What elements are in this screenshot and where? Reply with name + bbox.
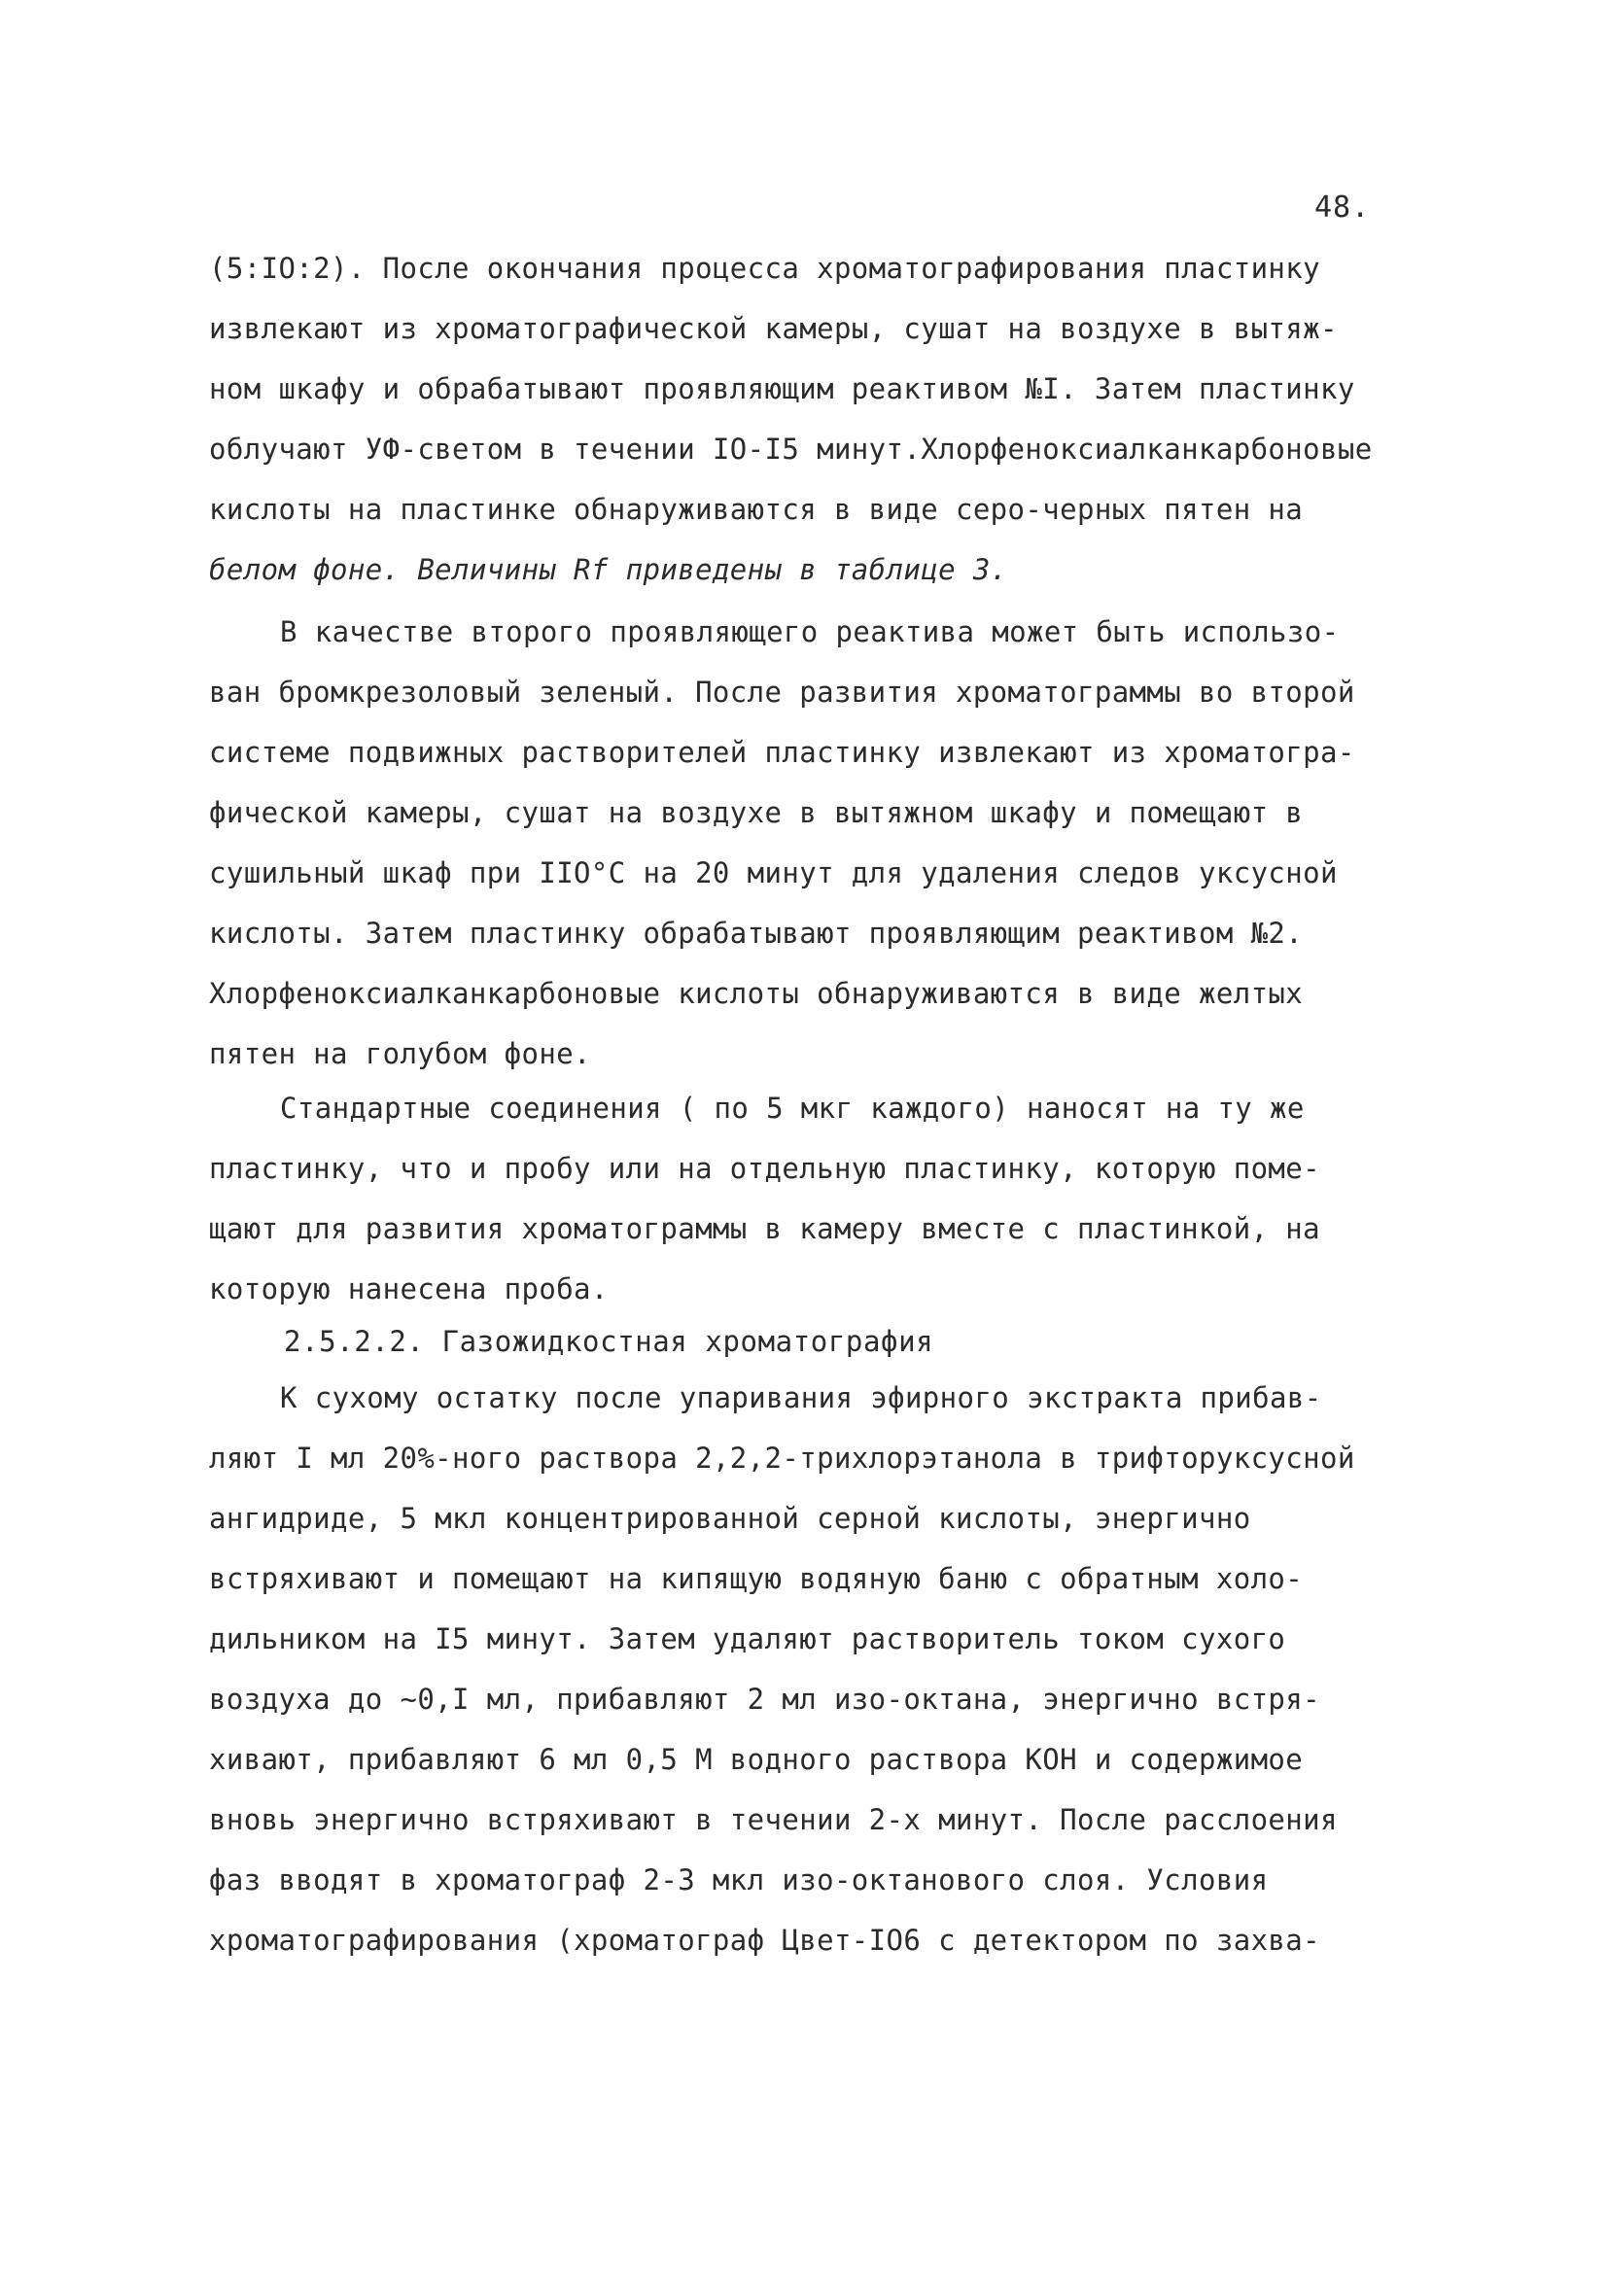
text-line: К сухому остатку после упаривания эфирного экстракта прибав-: [280, 1381, 1322, 1414]
text-line: белом фоне. Величины Rf приведены в таблице 3.: [209, 553, 1008, 586]
text-line: Хлорфеноксиалканкарбоновые кислоты обнаруживаются в виде желтых: [209, 977, 1304, 1010]
text-line: сушильный шкаф при IIO°C на 20 минут для удаления следов уксусной: [209, 856, 1338, 889]
text-line: хроматографирования (хроматограф Цвет-IO6 с детектором по захва-: [209, 1924, 1321, 1957]
text-line: кислоты на пластинке обнаруживаются в виде серо-черных пятен на: [209, 493, 1304, 526]
text-line: ном шкафу и обрабатывают проявляющим реактивом №I. Затем пластинку: [209, 372, 1355, 405]
text-line: фической камеры, сушат на воздухе в вытяжном шкафу и помещают в: [209, 796, 1304, 829]
text-line: В качестве второго проявляющего реактива может быть использо-: [280, 615, 1340, 648]
text-line: щают для развития хроматограммы в камеру вместе с пластинкой, на: [209, 1212, 1321, 1245]
page-number: 48.: [1314, 191, 1371, 225]
text-line: встряхивают и помещают на кипящую водяную баню с обратным холо-: [209, 1562, 1304, 1595]
text-line: воздуха до ~0,I мл, прибавляют 2 мл изо-октана, энергично встря-: [209, 1683, 1321, 1716]
text-line: системе подвижных растворителей пластинку извлекают из хроматогра-: [209, 736, 1355, 769]
text-line: фаз вводят в хроматограф 2-3 мкл изо-октанового слоя. Условия: [209, 1863, 1269, 1896]
text-line: дильником на I5 минут. Затем удаляют растворитель током сухого: [209, 1622, 1286, 1655]
text-line: ляют I мл 20%-ного раствора 2,2,2-трихлорэтанола в трифторуксусной: [209, 1442, 1355, 1475]
text-line: облучают УФ-светом в течении IO-I5 минут.Хлорфеноксиалканкарбоновые: [209, 433, 1373, 466]
text-line: извлекают из хроматографической камеры, сушат на воздухе в вытяж-: [209, 312, 1338, 345]
text-line: кислоты. Затем пластинку обрабатывают проявляющим реактивом №2.: [209, 917, 1304, 950]
section-heading: 2.5.2.2. Газожидкостная хроматография: [284, 1325, 934, 1358]
text-line: которую нанесена проба.: [209, 1272, 609, 1305]
text-line: пятен на голубом фоне.: [209, 1037, 591, 1070]
text-line: Стандартные соединения ( по 5 мкг каждого) наносят на ту же: [280, 1092, 1305, 1125]
text-line: вновь энергично встряхивают в течении 2-х минут. После расслоения: [209, 1803, 1338, 1836]
text-line: (5:IO:2). После окончания процесса хроматографирования пластинку: [209, 252, 1321, 285]
text-line: ангидриде, 5 мкл концентрированной серной кислоты, энергично: [209, 1502, 1251, 1535]
text-line: ван бромкрезоловый зеленый. После развития хроматограммы во второй: [209, 676, 1355, 709]
text-line: хивают, прибавляют 6 мл 0,5 М водного раствора КОН и содержимое: [209, 1743, 1304, 1776]
text-line: пластинку, что и пробу или на отдельную пластинку, которую поме-: [209, 1152, 1321, 1185]
